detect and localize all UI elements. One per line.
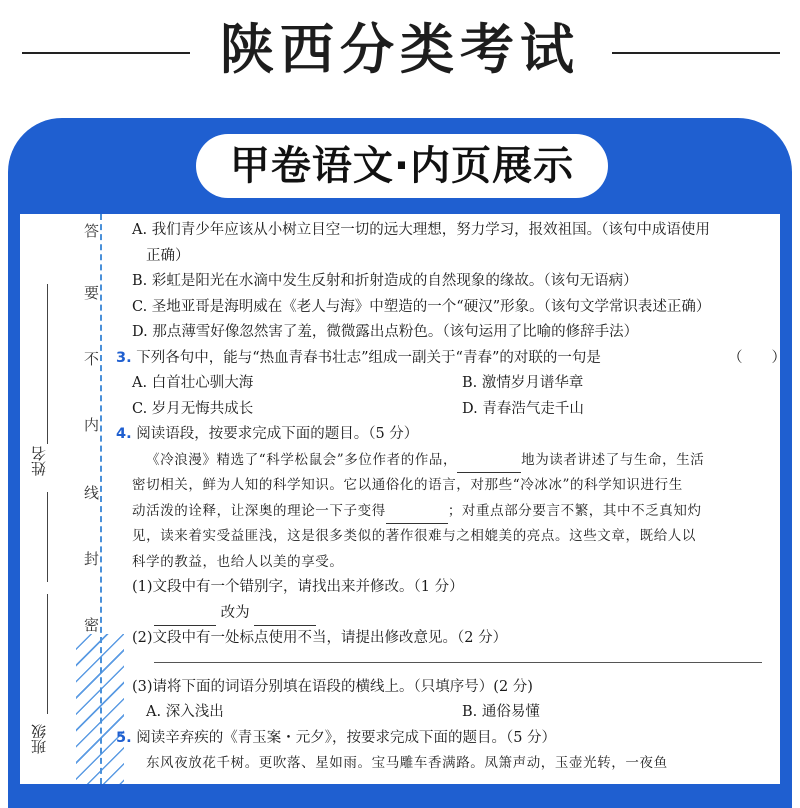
title-rule-right <box>612 52 780 54</box>
class-label: 班级 <box>30 724 48 754</box>
q5-stem-row <box>116 726 772 752</box>
q4-sub-2-answer-line[interactable] <box>154 662 762 663</box>
banner-title: 甲卷语文·内页展示 <box>196 134 608 198</box>
q3-option-a: A. 白首壮心驯大海 <box>132 375 254 391</box>
q2-option-a: A. 我们青少年应该从小树立目空一切的远大理想，努力学习，报效祖国。（该句中成语使用 <box>132 222 710 238</box>
q5-poem-line: 东风夜放花千树。更吹落、星如雨。宝马雕车香满路。凤箫声动，玉壶光转，一夜鱼 <box>146 755 668 771</box>
q2-option-c: C. 圣地亚哥是海明威在《老人与海》中塑造的一个“硬汉”形象。（该句文学常识表述正确） <box>132 298 711 315</box>
q4-sub-3-options <box>132 700 772 726</box>
q2-option-b: B. 彩虹是阳光在水滴中发生反射和折射造成的自然现象的缘故。（该句无语病） <box>132 273 638 289</box>
q3-answer-paren: （ ） <box>728 349 786 366</box>
q3-option-c: C. 岁月无悔共成长 <box>132 400 254 417</box>
q4-stem-row <box>116 422 772 448</box>
q2-option-a-cont: 正确） <box>146 247 190 264</box>
q4-passage-line-1 <box>132 448 772 474</box>
seal-char: 封 <box>84 550 100 568</box>
seal-char: 不 <box>84 350 100 368</box>
q5-stem: 阅读辛弃疾的《青玉案・元夕》，按要求完成下面的题目。（5 分） <box>136 729 557 746</box>
q4-sub-1: (1)文段中有一个错别字，请找出来并修改。（1 分） <box>132 579 464 595</box>
seal-char: 密 <box>84 616 100 634</box>
seal-char: 内 <box>84 416 100 434</box>
q3-stem: 下列各句中，能与“热血青春书壮志”组成一副关于“青春”的对联的一句是 <box>136 349 601 366</box>
q4-passage-line-4: 见，读来着实受益匪浅，这是很多类似的著作很难与之相媲美的亮点。这些文章，既给人以 <box>132 528 696 544</box>
title-rule-left <box>22 52 190 54</box>
q4-sub-3: (3)请将下面的词语分别填在语段的横线上。（只填序号）(2 分) <box>132 678 533 695</box>
seal-char: 要 <box>84 284 100 302</box>
q4-sub-1-answer <box>132 601 772 627</box>
seal-dashed-line <box>100 214 102 784</box>
q3-options-row-1 <box>132 371 772 397</box>
class-line <box>47 594 48 714</box>
correct-char-blank[interactable] <box>254 609 316 626</box>
q4-passage-line-2: 密切相关，鲜为人知的科学知识。它以通俗化的语言，对那些“冷冰冰”的科学知识进行生 <box>132 477 683 493</box>
q4-word-b: B. 通俗易懂 <box>462 704 540 720</box>
name-line-top <box>47 284 48 444</box>
passage-text: 动活泼的诠释，让深奥的理论一下子变得 <box>132 502 386 519</box>
q4-number: 4. <box>116 426 132 442</box>
seal-char: 答 <box>84 222 100 240</box>
page-title: 陕西分类考试 <box>220 18 580 81</box>
name-line-bottom <box>47 492 48 582</box>
q2-option-d: D. 那点薄雪好像忽然害了羞，微微露出点粉色。（该句运用了比喻的修辞手法） <box>132 324 639 340</box>
q3-option-d: D. 青春浩气走千山 <box>462 400 584 417</box>
question-content <box>116 214 786 777</box>
passage-text: ；对重点部分要言不繁，其中不乏真知灼 <box>447 502 702 519</box>
change-to-label: 改为 <box>220 604 250 621</box>
passage-text: 《冷浪漫》精选了“科学松鼠会”多位作者的作品， <box>146 451 458 468</box>
q4-passage-line-3 <box>132 499 772 525</box>
exam-page <box>20 214 786 784</box>
q3-number: 3. <box>116 349 132 366</box>
q5-number: 5. <box>116 729 132 746</box>
q3-options-row-2 <box>132 397 772 423</box>
q4-sub-2: (2)文段中有一处标点使用不当，请提出修改意见。（2 分） <box>132 630 508 646</box>
q4-passage-line-5: 科学的教益，也给人以美的享受。 <box>132 553 344 570</box>
name-label: 姓名 <box>30 446 48 476</box>
seal-char: 线 <box>84 484 100 502</box>
fill-blank-1[interactable] <box>457 456 521 473</box>
passage-text: 地为读者讲述了与生命，生活 <box>521 451 705 468</box>
q3-stem-row <box>116 346 786 372</box>
wrong-char-blank[interactable] <box>154 609 216 626</box>
fill-blank-2[interactable] <box>386 507 448 524</box>
q4-stem: 阅读语段，按要求完成下面的题目。（5 分） <box>136 426 419 442</box>
q4-word-a: A. 深入浅出 <box>146 704 224 720</box>
q3-option-b: B. 激情岁月谱华章 <box>462 375 584 391</box>
